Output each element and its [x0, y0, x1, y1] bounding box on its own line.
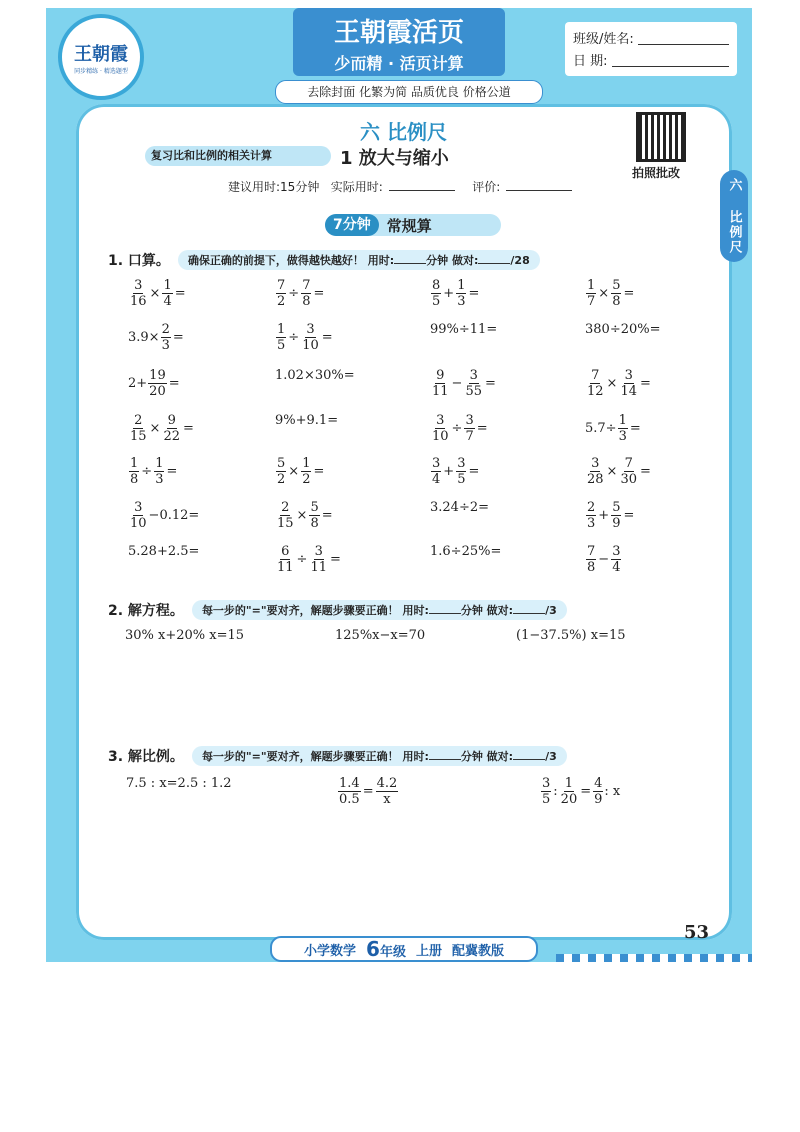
- fraction: $\frac{3}{14}$: [620, 368, 637, 399]
- section-heading-oral: [108, 250, 540, 270]
- fraction: $\frac{7}{8}$: [302, 278, 311, 309]
- oral-problem: $\frac{9}{11}$ − $\frac{3}{55}$ =: [432, 368, 496, 399]
- oral-problem: $\frac{6}{11}$ ÷ $\frac{3}{11}$ =: [277, 544, 341, 575]
- badge-label: 常规算: [386, 216, 432, 235]
- student-info-box: [565, 22, 737, 76]
- oral-problem: $\frac{3}{10}$ ÷ $\frac{3}{7}$ =: [432, 413, 488, 444]
- fraction: $\frac{1}{3}$: [457, 278, 466, 309]
- oral-problem: $\frac{1}{5}$ ÷ $\frac{3}{10}$ =: [277, 322, 333, 353]
- oral-problem: $\frac{1}{7}$ × $\frac{5}{8}$ =: [587, 278, 635, 309]
- fraction: $\frac{19}{20}$: [149, 368, 166, 399]
- oral-problem: $\frac{1}{8}$ ÷ $\frac{1}{3}$ =: [130, 456, 178, 487]
- oral-problem: 9%+9.1=: [275, 413, 339, 428]
- oral-problem: $\frac{2}{15}$ × $\frac{5}{8}$ =: [277, 500, 333, 531]
- footer-edition: 配冀教版: [451, 943, 504, 959]
- oral-problem: 1.6÷25%=: [430, 544, 502, 559]
- section-note: 确保正确的前提下，做得越快越好！ 用时: 分钟 做对: /28: [178, 250, 540, 270]
- equation-3: (1−37.5%) x=15: [516, 628, 626, 643]
- brand-banner: [293, 8, 505, 76]
- fraction: $\frac{1}{5}$: [277, 322, 286, 353]
- fraction: $\frac{1}{20}$: [560, 776, 578, 807]
- chapter-title: 六 比例尺: [360, 120, 447, 144]
- fraction: $\frac{5}{8}$: [612, 278, 621, 309]
- fraction: $\frac{9}{22}$: [163, 413, 180, 444]
- page-number: 53: [684, 922, 710, 943]
- logo-text: 王朝霞: [74, 43, 128, 65]
- fraction: $\frac{2}{3}$: [161, 322, 170, 353]
- footer-grade-suffix: 年级: [379, 945, 406, 960]
- fraction: $\frac{3}{10}$: [432, 413, 449, 444]
- oral-problem: $\frac{8}{5}$ + $\frac{1}{3}$ =: [432, 278, 480, 309]
- footer-banner: [270, 936, 538, 962]
- section-title: 2. 解方程。: [108, 603, 184, 619]
- oral-problem: $\frac{2}{15}$ × $\frac{9}{22}$ =: [130, 413, 194, 444]
- fraction: $\frac{5}{2}$: [277, 456, 286, 487]
- fraction: $\frac{2}{3}$: [587, 500, 596, 531]
- fraction: $\frac{3}{4}$: [612, 544, 621, 575]
- slogan: 去除封面 化繁为简 品质优良 价格公道: [275, 80, 543, 104]
- fraction: $\frac{3}{5}$: [542, 776, 551, 807]
- oral-problem: $\frac{3}{4}$ + $\frac{3}{5}$ =: [432, 456, 480, 487]
- fraction: $\frac{3}{16}$: [130, 278, 147, 309]
- fraction: $\frac{3}{4}$: [432, 456, 441, 487]
- fraction: $\frac{3}{11}$: [310, 544, 327, 575]
- brand-logo: [58, 14, 144, 100]
- fraction: $\frac{4.2}{x}$: [376, 776, 398, 807]
- fraction: $\frac{7}{30}$: [620, 456, 637, 487]
- fraction: $\frac{7}{12}$: [587, 368, 604, 399]
- fraction: $\frac{1}{3}$: [155, 456, 164, 487]
- oral-problem: 5.7÷ $\frac{1}{3}$ =: [585, 413, 641, 444]
- date-label: 日 期:: [573, 53, 608, 69]
- proportion-problem: $\frac{3}{5}$ : $\frac{1}{20}$ = $\frac{4}{9}$ : x: [542, 776, 621, 807]
- review-pill: 复习比和比例的相关计算: [145, 146, 331, 166]
- equation-2: 125%x−x=70: [335, 628, 426, 643]
- brand-subtitle: 少而精 · 活页计算: [334, 54, 464, 73]
- oral-problem: 380÷20%=: [585, 322, 661, 337]
- fraction: $\frac{1}{3}$: [618, 413, 627, 444]
- fraction: $\frac{3}{28}$: [587, 456, 604, 487]
- section-note: 每一步的"="要对齐，解题步骤要正确！ 用时: 分钟 做对: /3: [192, 746, 567, 766]
- section-heading-proportions: [108, 746, 567, 766]
- chapter-side-tab: 六 比例尺: [720, 170, 748, 262]
- equation-1: 30% x+20% x=15: [125, 628, 245, 643]
- oral-problem: $\frac{7}{2}$ ÷ $\frac{7}{8}$ =: [277, 278, 325, 309]
- section-badge: [325, 214, 501, 236]
- section-note: 每一步的"="要对齐，解题步骤要正确！ 用时: 分钟 做对: /3: [192, 600, 567, 620]
- timing-row: [228, 178, 578, 195]
- oral-problem: 2+ $\frac{19}{20}$ =: [128, 368, 180, 399]
- fraction: $\frac{2}{15}$: [130, 413, 147, 444]
- section-title: 1. 口算。: [108, 253, 170, 269]
- oral-problem: $\frac{3}{28}$ × $\frac{7}{30}$ =: [587, 456, 651, 487]
- fraction: $\frac{1}{2}$: [302, 456, 311, 487]
- edge-ticks: [556, 954, 752, 962]
- fraction: $\frac{1}{7}$: [587, 278, 596, 309]
- fraction: $\frac{4}{9}$: [594, 776, 603, 807]
- fraction: $\frac{5}{8}$: [310, 500, 319, 531]
- fraction: $\frac{3}{10}$: [302, 322, 319, 353]
- oral-problem: $\frac{7}{12}$ × $\frac{3}{14}$ =: [587, 368, 651, 399]
- fraction: $\frac{1}{4}$: [163, 278, 172, 309]
- class-name-label: 班级/姓名:: [573, 31, 634, 47]
- brand-title: 王朝霞活页: [333, 18, 464, 48]
- qr-label: 拍照批改: [632, 166, 681, 180]
- footer-grade-number: 6: [366, 937, 380, 961]
- fraction: $\frac{3}{55}$: [465, 368, 482, 399]
- class-name-field[interactable]: [638, 30, 729, 45]
- oral-problem: $\frac{2}{3}$ + $\frac{5}{9}$ =: [587, 500, 635, 531]
- oral-problem: $\frac{5}{2}$ × $\frac{1}{2}$ =: [277, 456, 325, 487]
- badge-time: 7分钟: [325, 214, 379, 236]
- lesson-title: 1 放大与缩小: [340, 148, 449, 169]
- fraction: $\frac{9}{11}$: [432, 368, 449, 399]
- fraction: $\frac{2}{15}$: [277, 500, 294, 531]
- oral-problem: 5.28+2.5=: [128, 544, 200, 559]
- fraction: $\frac{3}{10}$: [130, 500, 147, 531]
- fraction: $\frac{7}{2}$: [277, 278, 286, 309]
- fraction: $\frac{7}{8}$: [587, 544, 596, 575]
- date-field[interactable]: [612, 52, 729, 67]
- suggested-time: 建议用时:15分钟: [228, 180, 320, 194]
- oral-problem: 99%÷11=: [430, 322, 498, 337]
- fraction: $\frac{5}{9}$: [612, 500, 621, 531]
- fraction: $\frac{3}{5}$: [457, 456, 466, 487]
- fraction: $\frac{6}{11}$: [277, 544, 294, 575]
- actual-time-label: 实际用时:: [330, 180, 383, 194]
- evaluation-label: 评价:: [472, 180, 501, 194]
- oral-problem: 3.24÷2=: [430, 500, 490, 515]
- fraction: $\frac{1}{8}$: [130, 456, 139, 487]
- fraction: $\frac{3}{7}$: [465, 413, 474, 444]
- section-heading-equations: [108, 600, 567, 620]
- oral-problem: $\frac{3}{16}$ × $\frac{1}{4}$ =: [130, 278, 186, 309]
- proportion-problem: $\frac{1.4}{0.5}$ = $\frac{4.2}{x}$: [339, 776, 398, 807]
- oral-problem: $\frac{7}{8}$ − $\frac{3}{4}$: [587, 544, 621, 575]
- oral-problem: 3.9× $\frac{2}{3}$ =: [128, 322, 184, 353]
- oral-problem: 1.02×30%=: [275, 368, 355, 383]
- section-title: 3. 解比例。: [108, 749, 184, 765]
- actual-time-field[interactable]: [389, 178, 455, 191]
- qr-code-icon[interactable]: [636, 112, 686, 162]
- evaluation-field[interactable]: [506, 178, 572, 191]
- proportion-problem: 7.5 : x=2.5 : 1.2: [126, 776, 232, 791]
- fraction: $\frac{8}{5}$: [432, 278, 441, 309]
- fraction: $\frac{1.4}{0.5}$: [339, 776, 360, 807]
- footer-volume: 上册: [415, 943, 442, 959]
- footer-subject: 小学数学: [304, 943, 357, 959]
- logo-subtext: 同步精练 · 精选题型: [74, 67, 128, 75]
- oral-problem: $\frac{3}{10}$ −0.12=: [130, 500, 200, 531]
